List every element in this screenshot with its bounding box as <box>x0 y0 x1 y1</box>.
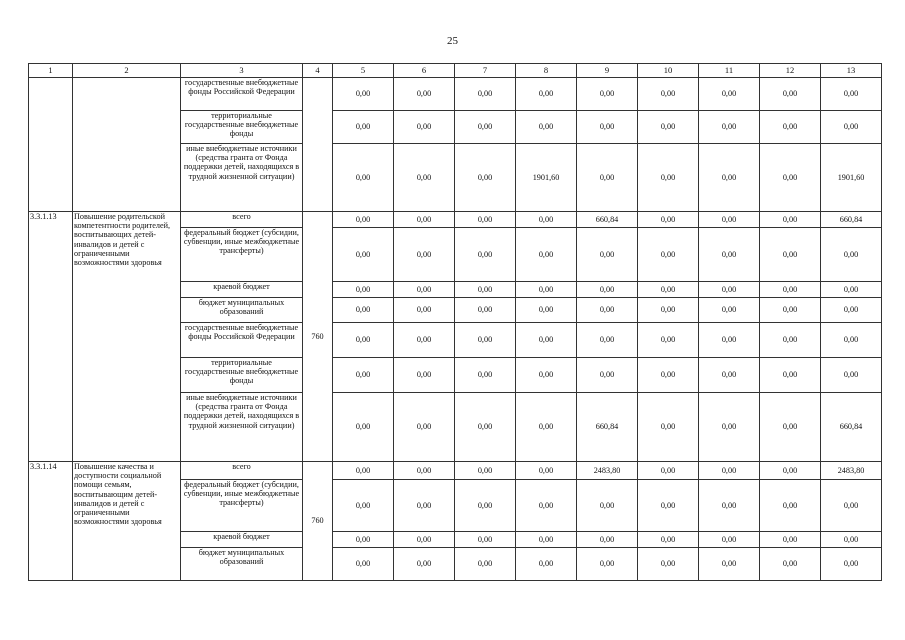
amount-cell: 0,00 <box>333 298 394 323</box>
amount-cell: 0,00 <box>394 298 455 323</box>
amount-cell: 0,00 <box>760 228 821 282</box>
amount-cell: 0,00 <box>455 298 516 323</box>
amount-cell: 0,00 <box>821 532 882 548</box>
amount-cell: 0,00 <box>760 480 821 532</box>
amount-cell: 0,00 <box>455 228 516 282</box>
amount-cell: 0,00 <box>699 78 760 111</box>
amount-cell: 0,00 <box>577 298 638 323</box>
column-number: 11 <box>699 64 760 78</box>
column-number: 10 <box>638 64 699 78</box>
amount-cell: 0,00 <box>577 548 638 581</box>
funding-source: иные внебюджетные источники (средства гранта от Фонда поддержки детей, находящихся в трудной жизненной ситуации) <box>181 393 303 462</box>
amount-cell: 0,00 <box>699 480 760 532</box>
amount-cell: 0,00 <box>699 323 760 358</box>
column-number: 3 <box>181 64 303 78</box>
amount-cell: 0,00 <box>333 393 394 462</box>
amount-cell: 0,00 <box>455 282 516 298</box>
amount-cell: 0,00 <box>821 282 882 298</box>
amount-cell: 0,00 <box>699 532 760 548</box>
funding-source: краевой бюджет <box>181 282 303 298</box>
funding-source: краевой бюджет <box>181 532 303 548</box>
amount-cell: 0,00 <box>638 298 699 323</box>
amount-cell: 0,00 <box>394 358 455 393</box>
amount-cell: 0,00 <box>577 480 638 532</box>
amount-cell: 0,00 <box>577 228 638 282</box>
amount-cell: 0,00 <box>333 480 394 532</box>
amount-cell: 0,00 <box>333 462 394 480</box>
funding-source: иные внебюджетные источники (средства гранта от Фонда поддержки детей, находящихся в трудной жизненной ситуации) <box>181 144 303 212</box>
amount-cell: 0,00 <box>516 78 577 111</box>
amount-cell: 0,00 <box>638 282 699 298</box>
amount-cell: 0,00 <box>455 111 516 144</box>
amount-cell: 0,00 <box>760 532 821 548</box>
funding-source: бюджет муниципальных образований <box>181 548 303 581</box>
amount-cell: 0,00 <box>516 111 577 144</box>
column-number: 2 <box>73 64 181 78</box>
amount-cell: 0,00 <box>638 532 699 548</box>
column-4-value: 760 <box>303 462 333 581</box>
amount-cell: 1901,60 <box>821 144 882 212</box>
item-code <box>29 78 73 212</box>
amount-cell: 0,00 <box>699 228 760 282</box>
table-row <box>29 212 882 228</box>
item-code: 3.3.1.13 <box>29 212 73 462</box>
amount-cell: 0,00 <box>455 462 516 480</box>
amount-cell: 2483,80 <box>577 462 638 480</box>
column-number: 12 <box>760 64 821 78</box>
amount-cell: 0,00 <box>516 548 577 581</box>
amount-cell: 0,00 <box>699 111 760 144</box>
amount-cell: 0,00 <box>516 358 577 393</box>
amount-cell: 0,00 <box>516 212 577 228</box>
amount-cell: 0,00 <box>333 548 394 581</box>
amount-cell: 0,00 <box>516 323 577 358</box>
amount-cell: 0,00 <box>333 111 394 144</box>
amount-cell: 0,00 <box>333 144 394 212</box>
funding-source: государственные внебюджетные фонды Российской Федерации <box>181 78 303 111</box>
table-body <box>29 64 882 581</box>
amount-cell: 0,00 <box>394 480 455 532</box>
amount-cell: 0,00 <box>760 393 821 462</box>
item-name: Повышение качества и доступности социальной помощи семьям, воспитывающим детей-инвалидов и детей с ограниченными возможностями здоровья <box>73 462 181 581</box>
table-row <box>29 78 882 111</box>
amount-cell: 0,00 <box>455 212 516 228</box>
amount-cell: 0,00 <box>516 228 577 282</box>
item-code: 3.3.1.14 <box>29 462 73 581</box>
amount-cell: 0,00 <box>333 78 394 111</box>
amount-cell: 0,00 <box>394 228 455 282</box>
funding-source: территориальные государственные внебюджетные фонды <box>181 358 303 393</box>
amount-cell: 0,00 <box>516 480 577 532</box>
amount-cell: 0,00 <box>577 358 638 393</box>
amount-cell: 0,00 <box>394 532 455 548</box>
column-number: 9 <box>577 64 638 78</box>
amount-cell: 0,00 <box>760 78 821 111</box>
amount-cell: 0,00 <box>638 323 699 358</box>
amount-cell: 0,00 <box>699 393 760 462</box>
amount-cell: 0,00 <box>638 144 699 212</box>
column-number: 7 <box>455 64 516 78</box>
column-number: 6 <box>394 64 455 78</box>
amount-cell: 0,00 <box>760 144 821 212</box>
column-number-row <box>29 64 882 78</box>
amount-cell: 0,00 <box>394 144 455 212</box>
amount-cell: 0,00 <box>455 358 516 393</box>
column-number: 8 <box>516 64 577 78</box>
amount-cell: 0,00 <box>821 323 882 358</box>
funding-source: всего <box>181 462 303 480</box>
amount-cell: 0,00 <box>760 323 821 358</box>
amount-cell: 0,00 <box>577 532 638 548</box>
budget-table <box>28 63 882 581</box>
amount-cell: 0,00 <box>394 323 455 358</box>
amount-cell: 0,00 <box>699 548 760 581</box>
amount-cell: 0,00 <box>455 393 516 462</box>
amount-cell: 0,00 <box>760 282 821 298</box>
amount-cell: 0,00 <box>699 212 760 228</box>
funding-source: бюджет муниципальных образований <box>181 298 303 323</box>
amount-cell: 0,00 <box>821 78 882 111</box>
amount-cell: 0,00 <box>455 480 516 532</box>
amount-cell: 660,84 <box>577 212 638 228</box>
amount-cell: 0,00 <box>760 111 821 144</box>
funding-source: федеральный бюджет (субсидии, субвенции, иные межбюджетные трансферты) <box>181 228 303 282</box>
funding-source: всего <box>181 212 303 228</box>
amount-cell: 0,00 <box>821 548 882 581</box>
amount-cell: 0,00 <box>516 298 577 323</box>
amount-cell: 0,00 <box>760 358 821 393</box>
amount-cell: 0,00 <box>333 358 394 393</box>
amount-cell: 0,00 <box>821 480 882 532</box>
amount-cell: 0,00 <box>394 212 455 228</box>
amount-cell: 0,00 <box>516 462 577 480</box>
amount-cell: 0,00 <box>638 358 699 393</box>
amount-cell: 0,00 <box>577 144 638 212</box>
amount-cell: 660,84 <box>821 393 882 462</box>
amount-cell: 0,00 <box>760 548 821 581</box>
amount-cell: 2483,80 <box>821 462 882 480</box>
amount-cell: 0,00 <box>638 548 699 581</box>
amount-cell: 0,00 <box>455 548 516 581</box>
amount-cell: 0,00 <box>577 111 638 144</box>
funding-source: федеральный бюджет (субсидии, субвенции, иные межбюджетные трансферты) <box>181 480 303 532</box>
funding-source: государственные внебюджетные фонды Российской Федерации <box>181 323 303 358</box>
amount-cell: 0,00 <box>394 78 455 111</box>
amount-cell: 0,00 <box>333 282 394 298</box>
amount-cell: 0,00 <box>394 282 455 298</box>
item-name: Повышение родительской компетентности родителей, воспитывающих детей-инвалидов и детей с ограниченными возможностями здоровья <box>73 212 181 462</box>
column-number: 1 <box>29 64 73 78</box>
amount-cell: 0,00 <box>821 228 882 282</box>
column-number: 5 <box>333 64 394 78</box>
amount-cell: 0,00 <box>516 282 577 298</box>
amount-cell: 0,00 <box>638 462 699 480</box>
amount-cell: 0,00 <box>333 228 394 282</box>
amount-cell: 0,00 <box>333 323 394 358</box>
amount-cell: 660,84 <box>821 212 882 228</box>
amount-cell: 0,00 <box>821 298 882 323</box>
amount-cell: 0,00 <box>821 358 882 393</box>
amount-cell: 0,00 <box>699 298 760 323</box>
column-4-value <box>303 78 333 212</box>
amount-cell: 0,00 <box>394 111 455 144</box>
amount-cell: 0,00 <box>638 228 699 282</box>
amount-cell: 0,00 <box>699 282 760 298</box>
amount-cell: 0,00 <box>577 78 638 111</box>
amount-cell: 0,00 <box>699 462 760 480</box>
amount-cell: 0,00 <box>455 144 516 212</box>
item-name <box>73 78 181 212</box>
amount-cell: 0,00 <box>760 212 821 228</box>
amount-cell: 0,00 <box>394 548 455 581</box>
funding-source: территориальные государственные внебюджетные фонды <box>181 111 303 144</box>
column-number: 4 <box>303 64 333 78</box>
column-number: 13 <box>821 64 882 78</box>
amount-cell: 0,00 <box>638 212 699 228</box>
amount-cell: 0,00 <box>760 298 821 323</box>
amount-cell: 0,00 <box>638 111 699 144</box>
amount-cell: 0,00 <box>577 282 638 298</box>
amount-cell: 0,00 <box>699 358 760 393</box>
column-4-value: 760 <box>303 212 333 462</box>
table-row <box>29 462 882 480</box>
amount-cell: 0,00 <box>333 532 394 548</box>
amount-cell: 0,00 <box>638 78 699 111</box>
amount-cell: 0,00 <box>455 323 516 358</box>
amount-cell: 0,00 <box>638 480 699 532</box>
amount-cell: 0,00 <box>516 532 577 548</box>
amount-cell: 0,00 <box>516 393 577 462</box>
amount-cell: 0,00 <box>394 462 455 480</box>
amount-cell: 0,00 <box>394 393 455 462</box>
amount-cell: 0,00 <box>333 212 394 228</box>
amount-cell: 660,84 <box>577 393 638 462</box>
amount-cell: 1901,60 <box>516 144 577 212</box>
amount-cell: 0,00 <box>638 393 699 462</box>
page-number: 25 <box>447 35 458 47</box>
amount-cell: 0,00 <box>455 532 516 548</box>
amount-cell: 0,00 <box>577 323 638 358</box>
amount-cell: 0,00 <box>760 462 821 480</box>
amount-cell: 0,00 <box>699 144 760 212</box>
amount-cell: 0,00 <box>455 78 516 111</box>
amount-cell: 0,00 <box>821 111 882 144</box>
